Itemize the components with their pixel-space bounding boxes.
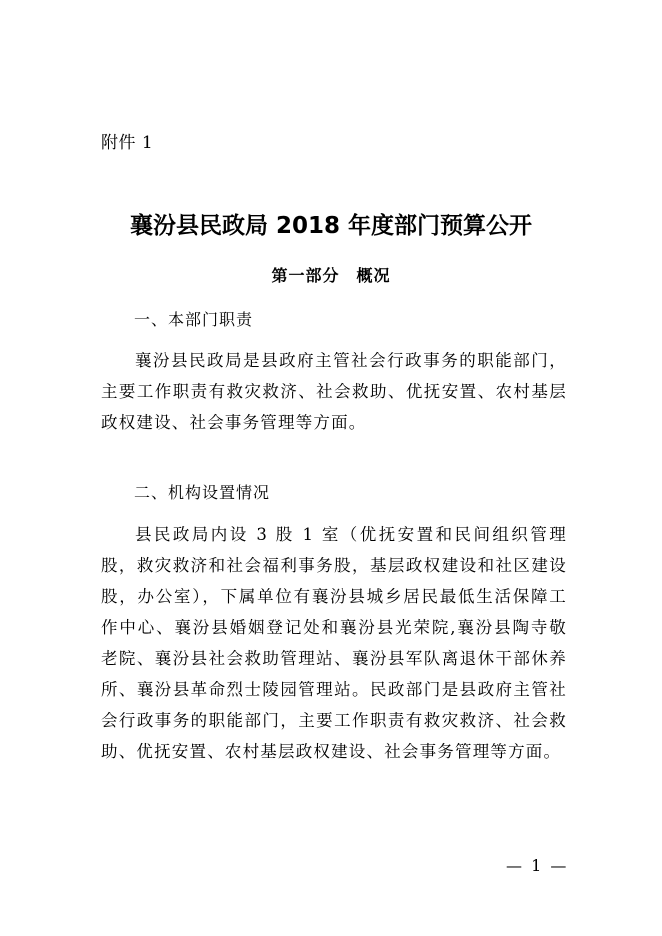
document-title: 襄汾县民政局 2018 年度部门预算公开 [129, 213, 533, 239]
page-number: — 1 — [506, 856, 569, 875]
section-heading-organization: 二、机构设置情况 [134, 483, 271, 502]
section-body-duties: 襄汾县民政局是县政府主管社会行政事务的职能部门，主要工作职责有救灾救济、社会救助、优抚安置、农村基层政权建设、社会事务管理等方面。 [101, 351, 567, 432]
section-body-organization: 县民政局内设 3 股 1 室（优抚安置和民间组织管理股，救灾救济和社会福利事务股，基层政权建设和社区建设股，办公室），下属单位有襄汾县城乡居民最低生活保障工作中心、襄汾县婚姻登记处和襄汾县光荣院,襄汾县陶寺敬老院、襄汾县社会救助管理站、襄汾县军队离退休干部休养所、襄汾县革命烈士陵园管理站。民政部门是县政府主管社会行政事务的职能部门，主要工作职责有救灾救济、社会救助、优抚安置、农村基层政权建设、社会事务管理等方面。 [101, 525, 567, 761]
part-title: 第一部分 概况 [271, 266, 391, 285]
section-heading-duties: 一、本部门职责 [134, 310, 254, 329]
attachment-label: 附件 1 [101, 133, 154, 153]
